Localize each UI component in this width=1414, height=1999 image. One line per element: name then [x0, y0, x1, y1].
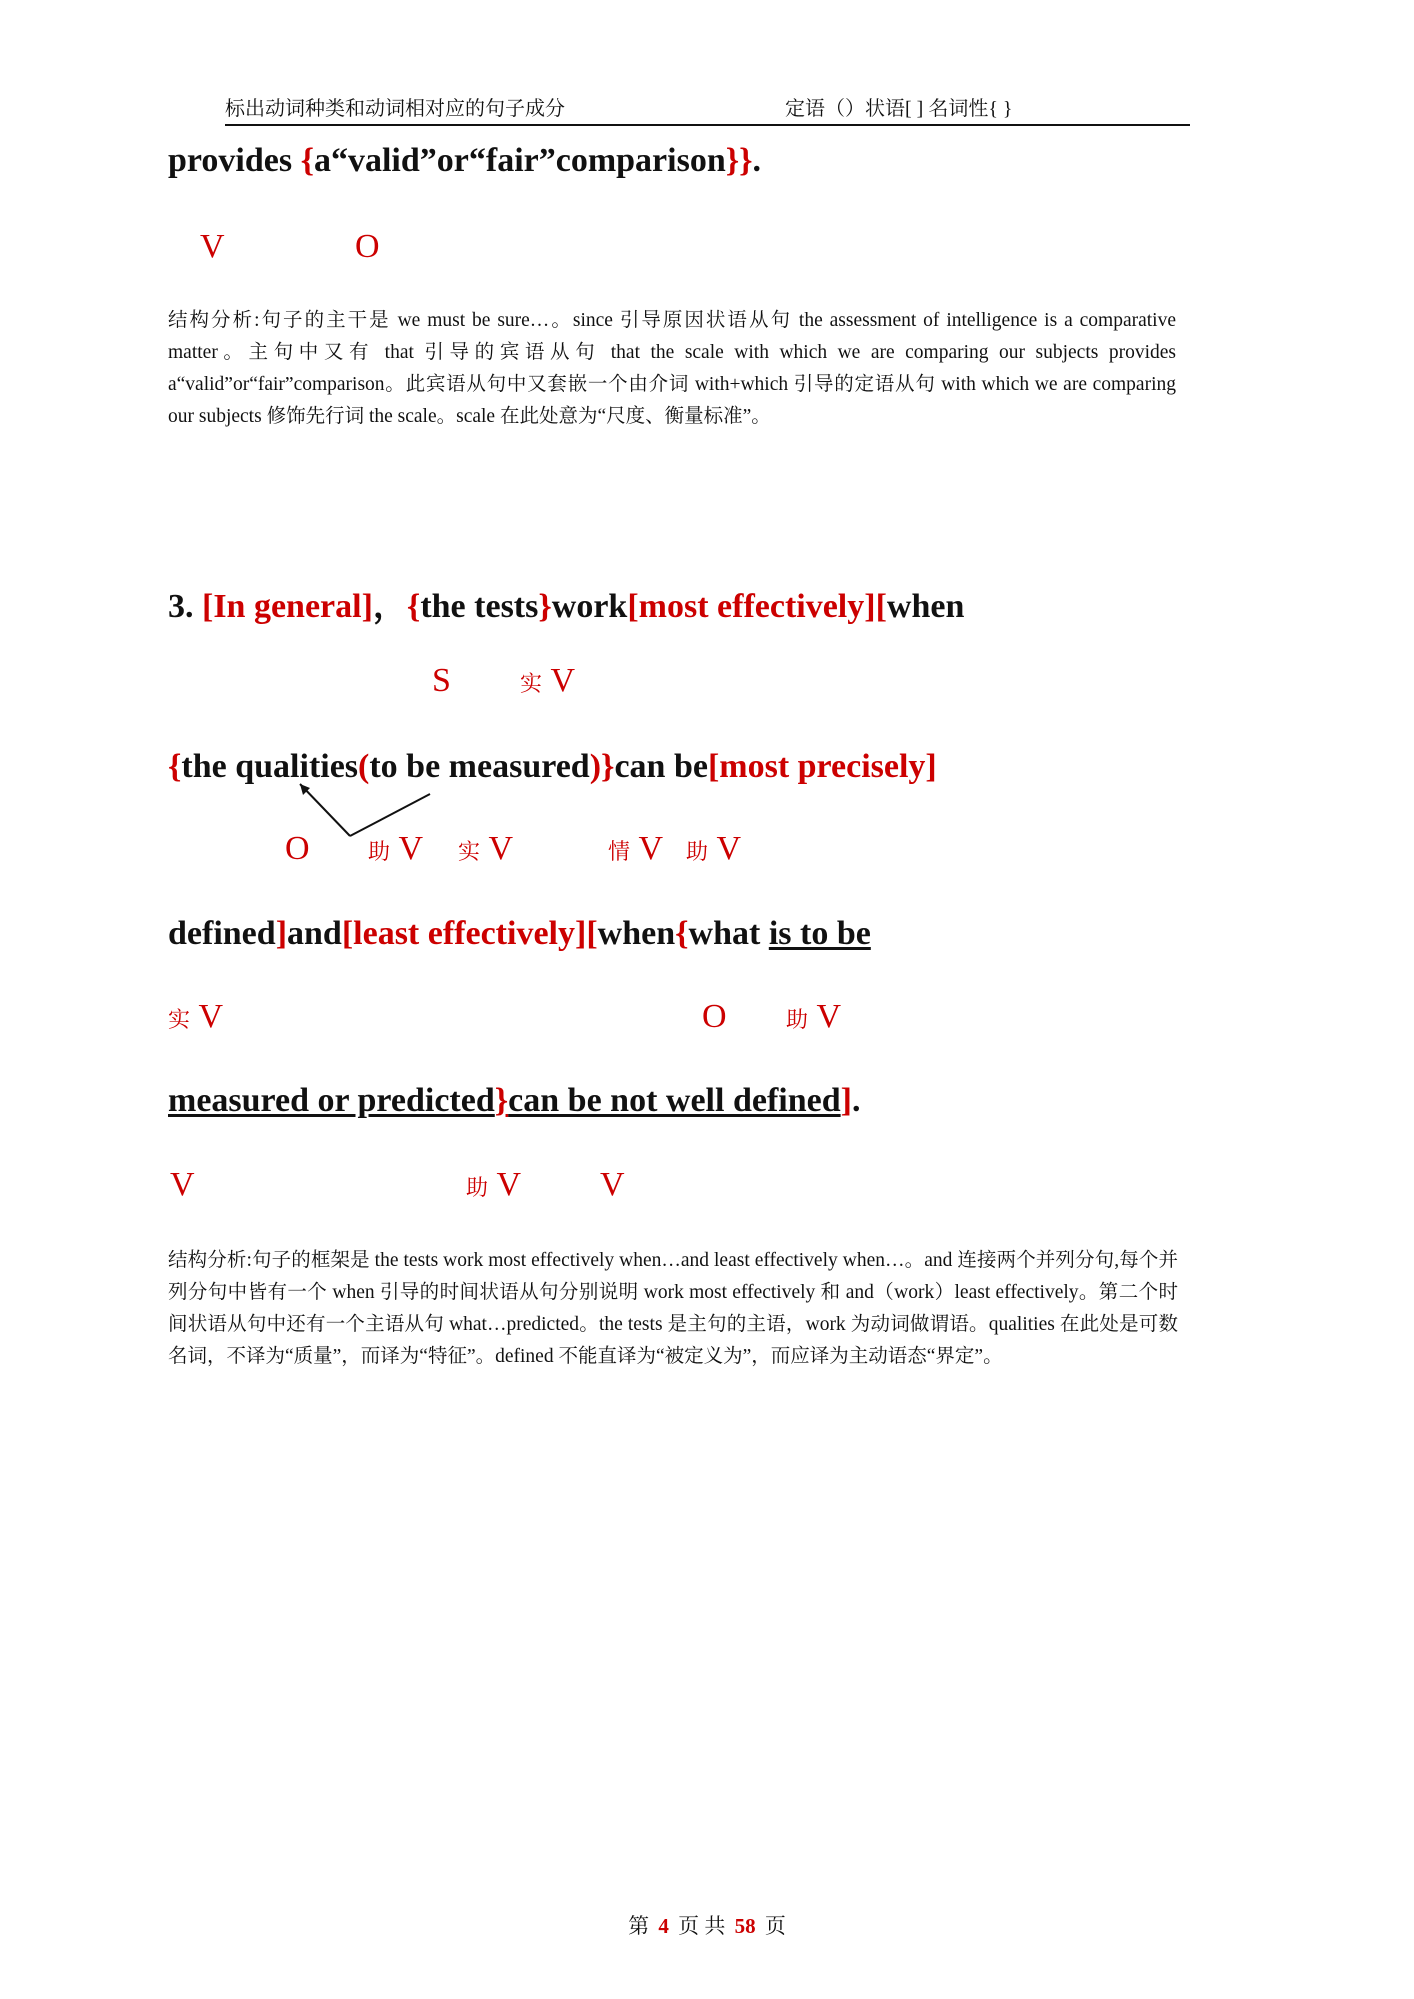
structure-analysis-2: 结构分析:句子的主干是 we must be sure…。since 引导原因状语从句 the assessment of intelligence is a comparative matter。主句中又有 that 引导的宾语从句 that the scale with which we are comparing our subjects provides a“valid”or“fair”comparison。此宾语从句中又套嵌一个由介词 with+which 引导的定语从句 with which we are comparing our subjects 修饰先行词 the scale。scale 在此处意为“尺度、衡量标准”。	[168, 310, 1176, 427]
footer-page-number: 4	[658, 1914, 669, 1938]
item3-line2: {the qualities(to be measured)}can be[most precisely]	[168, 748, 937, 785]
marker-o-3: O	[702, 998, 727, 1035]
marker-zhu-v-4: 助 V	[466, 1166, 522, 1203]
marker-zhu-v-1: 助 V	[368, 830, 424, 867]
item3-number: 3.	[168, 588, 194, 625]
sentence-tail-line: provides {a“valid”or“fair”comparison}}.	[168, 142, 762, 179]
item3-line1: 3. [In general]，{the tests}work[most effectively][when	[168, 588, 965, 625]
header-right-legend: 定语（）状语[ ] 名词性{ }	[785, 98, 1013, 120]
marker-zhu-v-3: 助 V	[786, 998, 842, 1035]
marker-o-1: O	[355, 228, 380, 265]
marker-v-1: V	[200, 228, 225, 265]
structure-analysis-3: 结构分析:句子的框架是 the tests work most effectively when…and least effectively when…。and 连接两个并列分句,每个并列分句中皆有一个 when 引导的时间状语从句分别说明 work most effectively 和 and（work）least effectively。第二个时间状语从句中还有一个主语从句 what…predicted。the tests 是主句的主语，work 为动词做谓语。qualities 在此处是可数名词，不译为“质量”，而译为“特征”。defined 不能直译为“被定义为”，而应译为主动语态“界定”。	[168, 1250, 1178, 1367]
marker-s-1: S	[432, 662, 451, 699]
item3-line3: defined]and[least effectively][when{what is to be	[168, 915, 871, 952]
marker-zhu-v-2: 助 V	[686, 830, 742, 867]
footer-middle: 页 共	[678, 1914, 726, 1938]
marker-v-3: V	[600, 1166, 625, 1203]
header-left-label: 标出动词种类和动词相对应的句子成分	[225, 98, 565, 120]
marker-shi-v-3: 实 V	[168, 998, 224, 1035]
page-footer	[0, 1910, 1414, 1940]
marker-shi-v-2: 实 V	[458, 830, 514, 867]
header-divider	[225, 124, 1190, 126]
marker-shi-v-1: 实 V	[520, 662, 576, 699]
item3-line4: measured or predicted}can be not well defined].	[168, 1082, 861, 1119]
footer-total-pages: 58	[734, 1914, 756, 1938]
marker-qing-v-1: 情 V	[608, 830, 664, 867]
marker-o-2: O	[285, 830, 310, 867]
marker-v-2: V	[170, 1166, 195, 1203]
page-header	[225, 92, 1190, 121]
footer-suffix: 页	[764, 1914, 786, 1938]
footer-prefix: 第	[628, 1914, 650, 1938]
